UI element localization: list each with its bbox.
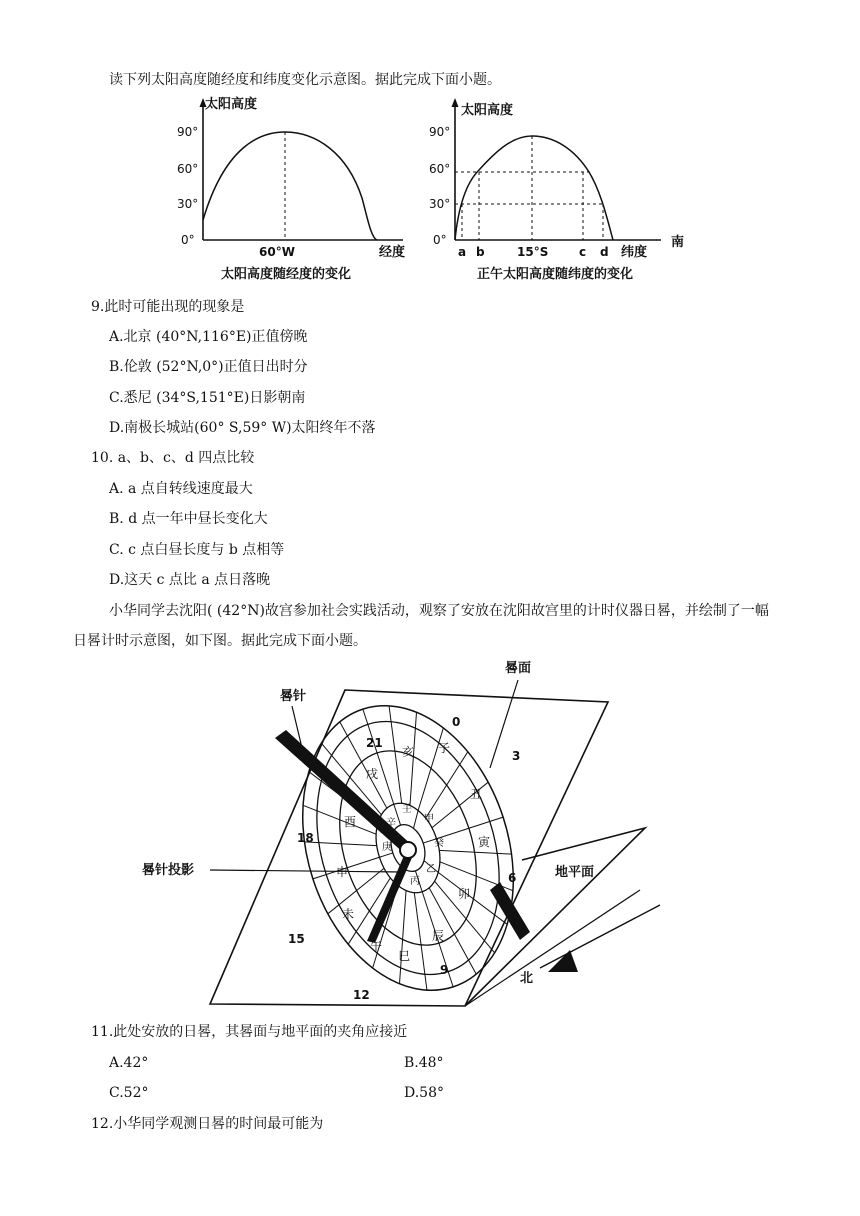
chart-right-caption: 正午太阳高度随纬度的变化 (477, 267, 634, 282)
q9-stem: 9.此时可能出现的现象是 (91, 299, 245, 315)
gnomon (275, 730, 414, 855)
chart-right-xmark-b: b (476, 245, 485, 259)
hour-6: 6 (508, 871, 517, 885)
stem-ding: 丁 (392, 872, 402, 883)
branch-mao: 卯 (458, 887, 471, 901)
branch-chou: 丑 (470, 787, 483, 801)
q11-option-b[interactable]: B.48° (404, 1055, 444, 1071)
branch-yin: 寅 (478, 835, 491, 849)
chart-right-ylabel: 太阳高度 (461, 103, 514, 118)
gnomon-shadow (367, 851, 414, 943)
stem-jia: 甲 (424, 814, 434, 825)
q10-option-c[interactable]: C. c 点白昼长度与 b 点相等 (109, 542, 285, 558)
chart-longitude (175, 94, 415, 286)
hour-15: 15 (288, 932, 305, 946)
q11-stem: 11.此处安放的日晷，其晷面与地平面的夹角应接近 (91, 1024, 408, 1040)
chart-right-direction: 南 (671, 235, 685, 250)
chart-right-ytick-30: 30° (429, 197, 451, 211)
ground-plane (465, 828, 645, 1006)
hour-9: 9 (440, 963, 449, 977)
q10-option-d[interactable]: D.这天 c 点比 a 点日落晚 (109, 572, 271, 588)
q10-stem: 10. a、b、c、d 四点比较 (91, 450, 255, 466)
chart-left-caption: 太阳高度随经度的变化 (221, 267, 352, 282)
chart-left-xlabel: 经度 (379, 245, 406, 260)
branch-shen: 申 (336, 865, 349, 879)
label-dial-face: 晷面 (505, 661, 532, 676)
chart-right-ytick-60: 60° (429, 162, 451, 176)
q11-option-c[interactable]: C.52° (109, 1085, 149, 1101)
hour-21: 21 (366, 736, 383, 750)
chart-right-xlabel: 纬度 (621, 245, 648, 260)
q10-option-b[interactable]: B. d 点一年中昼长变化大 (109, 511, 268, 527)
branch-si: 巳 (398, 949, 411, 963)
hour-18: 18 (297, 831, 314, 845)
branch-wei: 未 (342, 907, 355, 921)
hour-12: 12 (353, 988, 370, 1002)
dial-spoke (396, 728, 465, 811)
dial-spoke (437, 817, 504, 839)
chart-left-ytick-60: 60° (177, 162, 199, 176)
dial-spoke (439, 829, 511, 875)
branch-xu: 戌 (366, 767, 379, 781)
chart-left-ytick-30: 30° (177, 197, 199, 211)
label-gnomon: 晷针 (280, 689, 307, 704)
intro-text-1: 读下列太阳高度随经度和纬度变化示意图。据此完成下面小题。 (109, 72, 501, 88)
chart-right-xmark-a: a (458, 245, 467, 259)
dial-spoke (435, 870, 495, 963)
q12-stem: 12.小华同学观测日晷的时间最可能为 (91, 1116, 324, 1132)
hour-3: 3 (512, 749, 521, 763)
stem-gui: 癸 (434, 838, 444, 849)
stem-ren: 壬 (402, 804, 412, 815)
q11-option-d[interactable]: D.58° (404, 1085, 444, 1101)
q9-option-d[interactable]: D.南极长城站(60° S,59° W)太阳终年不落 (109, 420, 376, 436)
intro-text-2: 小华同学去沈阳( (42°N)故宫参加社会实践活动，观察了安放在沈阳故宫里的计时仪器日晷，并绘制了一幅 (109, 603, 769, 619)
dial-spoke (410, 752, 483, 818)
chart-left-ytick-90: 90° (177, 125, 199, 139)
dial-spoke (303, 787, 376, 853)
branch-zi: 子 (438, 741, 451, 755)
branch-chen: 辰 (432, 929, 445, 943)
chart-right-curve (455, 136, 613, 240)
chart-right-xmark-c: c (579, 245, 587, 259)
q9-option-b[interactable]: B.伦敦 (52°N,0°)正值日出时分 (109, 359, 308, 375)
dial-inner-spoke (379, 853, 392, 857)
chart-left-xmark: 60°W (259, 245, 295, 259)
branch-hai: 亥 (402, 745, 415, 759)
chart-left-curve (203, 132, 377, 240)
chart-right-xmark-15s: 15°S (517, 245, 549, 259)
q9-option-a[interactable]: A.北京 (40°N,116°E)正值傍晚 (109, 329, 308, 345)
chart-right-ytick-0: 0° (433, 233, 447, 247)
chart-latitude (425, 94, 690, 286)
branch-wu: 午 (370, 939, 383, 953)
chart-right-ytick-90: 90° (429, 125, 451, 139)
chart-left-ytick-0: 0° (181, 233, 195, 247)
chart-left-ylabel: 太阳高度 (205, 97, 258, 112)
stem-yi: 乙 (426, 864, 436, 875)
dial-spoke (320, 868, 392, 914)
branch-you: 酉 (344, 815, 357, 829)
sundial-figure (140, 650, 720, 1010)
q11-option-a[interactable]: A.42° (109, 1055, 149, 1071)
label-north: 北 (520, 971, 534, 986)
label-ground-plane: 地平面 (555, 865, 595, 880)
hour-0: 0 (452, 715, 461, 729)
chart-right-xmark-d: d (600, 245, 609, 259)
stem-geng: 庚 (382, 842, 392, 853)
label-gnomon-shadow: 晷针投影 (142, 863, 195, 878)
stem-xin: 辛 (386, 818, 396, 829)
q9-option-c[interactable]: C.悉尼 (34°S,151°E)日影朝南 (109, 390, 306, 406)
dial-spoke (304, 821, 376, 867)
stem-bing: 丙 (410, 876, 420, 887)
dial-spoke (424, 782, 496, 828)
intro-text-2b: 日晷计时示意图，如下图。据此完成下面小题。 (73, 633, 367, 649)
q10-option-a[interactable]: A. a 点自转线速度最大 (109, 481, 253, 497)
